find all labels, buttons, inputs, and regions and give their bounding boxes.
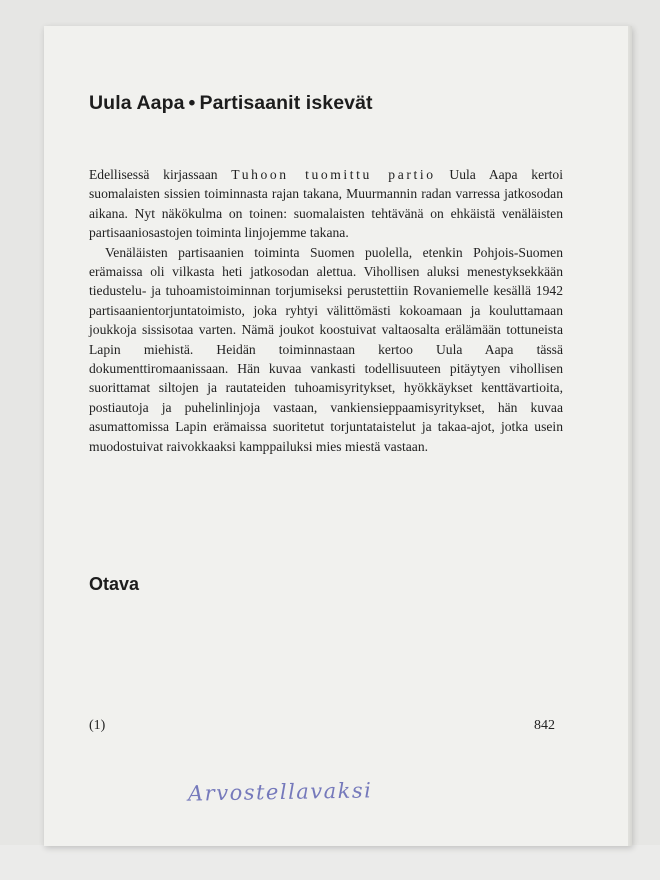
- book-title: Partisaanit iskevät: [199, 92, 373, 114]
- author-name: Uula Aapa: [89, 92, 185, 114]
- paragraph-1-intro: Edellisessä kirjassaan: [89, 167, 232, 182]
- blurb-text: [89, 165, 563, 456]
- cover-title: [89, 92, 373, 115]
- publisher-name: Otava: [89, 574, 140, 594]
- blurb-paragraph-1: [89, 165, 563, 243]
- book-back-cover: [44, 26, 632, 846]
- page-edge: [628, 26, 632, 846]
- background-surface: [0, 845, 660, 880]
- paragraph-1-rest: Uula Aapa kertoi suomalaisten sissien toiminnasta rajan takana, Muurmannin radan varressa jatkosodan aikana. Nyt näkökulma on toinen: suomalaisten tehtävänä on ehkäistä venäläisten partisaaniosastojen toiminta linjojemme takana.: [89, 167, 563, 241]
- edition-code: (1): [89, 718, 106, 733]
- review-stamp: Arvostellavaksi: [187, 778, 373, 806]
- title-separator: •: [188, 92, 196, 114]
- previous-book-title: Tuhoon tuomittu partio: [231, 167, 436, 182]
- blurb-paragraph-2: Venäläisten partisaanien toiminta Suomen puolella, etenkin Pohjois-Suomen erämaissa oli vilkasta heti jatkosodan alettua. Vihollisen aluksi menestyksekkään tiedustelu- ja tuhoamistoiminnan torjumiseksi perustettiin Rovaniemelle kesällä 1942 partisaanientorjuntatoimisto, joka ryhtyi välittömästi kokoamaan ja kouluttamaan joukkoja sissisotaa varten. Nämä joukot koostuivat valtaosalta erälämään tottuneista Lapin miehistä. Heidän toiminnastaan kertoo Uula Aapa tässä dokumenttiromaanissaan. Hän kuvaa vankasti todellisuuteen pitäytyen vihollisen suorittamat siltojen ja rautateiden tuhoamisyritykset, hyökkäykset kenttävartioita, postiautoja ja puhelinlinjoja vastaan, vankiensieppaamisyritykset, hän kuvaa asumattomissa Lapin erämaissa suoritetut torjuntataistelut ja takaa-ajot, jotka usein muodostuivat raivokkaaksi kamppailuksi mies miestä vastaan.: [89, 244, 563, 454]
- catalog-number: 842: [534, 718, 555, 733]
